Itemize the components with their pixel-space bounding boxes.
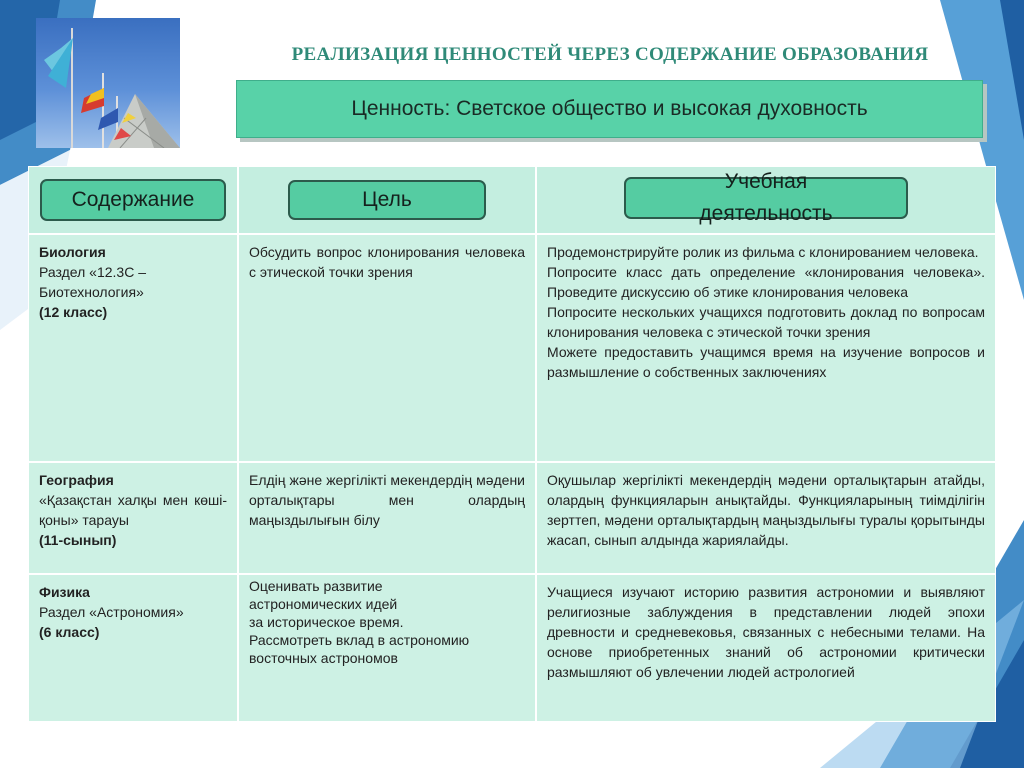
goal-text: Рассмотреть вклад в астрономию — [249, 632, 470, 648]
goal-text: астрономических идей — [249, 596, 398, 612]
header-activity-line1: Учебная — [724, 169, 808, 193]
header-goal-pill: Цель — [288, 180, 486, 220]
header-activity-line2: деятельность — [699, 201, 833, 225]
activity-paragraph: Учащиеся изучают историю развития астрономии и выявляют религиозные заблуждения в представлении людей эпохи древности и средневековья, связанных с небесными телами. На основе приобретенных знаний об астрономии критически размышляют об увлечении людей астрологией — [547, 584, 985, 680]
activity-cell — [536, 462, 996, 574]
page-title: РЕАЛИЗАЦИЯ ЦЕННОСТЕЙ ЧЕРЕЗ СОДЕРЖАНИЕ ОБРАЗОВАНИЯ — [291, 44, 929, 65]
content-cell — [28, 234, 238, 462]
value-heading-text: Ценность: Светское общество и высокая духовность — [351, 97, 868, 120]
goal-text: Елдің және жергілікті мекендердің мәдени орталықтары мен олардың маңыздылығын білу — [249, 472, 525, 528]
header-cell-activity — [536, 166, 996, 234]
goal-cell — [238, 462, 536, 574]
subject-grade: (11-сынып) — [39, 532, 117, 548]
goal-cell — [238, 574, 536, 722]
goal-text: Обсудить вопрос клонирования человека с этической точки зрения — [249, 244, 525, 280]
value-heading-box — [236, 80, 983, 138]
subject-section: «Қазақстан халқы мен көші-қоны» тарауы — [39, 492, 227, 528]
table-row — [28, 574, 996, 722]
goal-text: восточных астрономов — [249, 650, 398, 666]
activity-paragraph: Попросите класс дать определение «клонирования человека». Проведите дискуссию об этике клонирования человека — [547, 264, 985, 300]
activity-cell — [536, 574, 996, 722]
goal-text: Оценивать развитие — [249, 578, 383, 594]
header-cell-goal — [238, 166, 536, 234]
goal-cell — [238, 234, 536, 462]
subject-grade: (6 класс) — [39, 624, 100, 640]
goal-text: за историческое время. — [249, 614, 404, 630]
activity-paragraph: Оқушылар жергілікті мекендердің мәдени орталықтарын атайды, олардың функцияларын анықтайды. Функцияларының тиімділігін зерттеп, мәдени орталықтардың маңыздылығы туралы қорытынды жасап, сынып алдында жариялайды. — [547, 472, 985, 548]
header-activity-pill — [624, 169, 908, 225]
activity-paragraph: Продемонстрируйте ролик из фильма с клонированием человека. — [547, 244, 979, 260]
subject-section: Раздел «Астрономия» — [39, 604, 184, 620]
table-row — [28, 462, 996, 574]
content-table — [28, 166, 996, 722]
subject-grade: (12 класс) — [39, 304, 108, 320]
subject-name: Биология — [39, 244, 106, 260]
flags-and-pyramid-photo — [36, 18, 180, 148]
content-cell — [28, 462, 238, 574]
subject-section: Раздел «12.3С – Биотехнология» — [39, 264, 146, 300]
table-row — [28, 234, 996, 462]
activity-paragraph: Попросите нескольких учащихся подготовить доклад по вопросам клонирования человека с этической точки зрения — [547, 304, 985, 340]
subject-name: География — [39, 472, 114, 488]
content-cell — [28, 574, 238, 722]
activity-cell — [536, 234, 996, 462]
header-cell-content — [28, 166, 238, 234]
table-header-row — [28, 166, 996, 234]
activity-paragraph: Можете предоставить учащимся время на изучение вопросов и размышление о собственных заключениях — [547, 344, 985, 380]
subject-name: Физика — [39, 584, 90, 600]
header-content-pill: Содержание — [40, 179, 226, 221]
